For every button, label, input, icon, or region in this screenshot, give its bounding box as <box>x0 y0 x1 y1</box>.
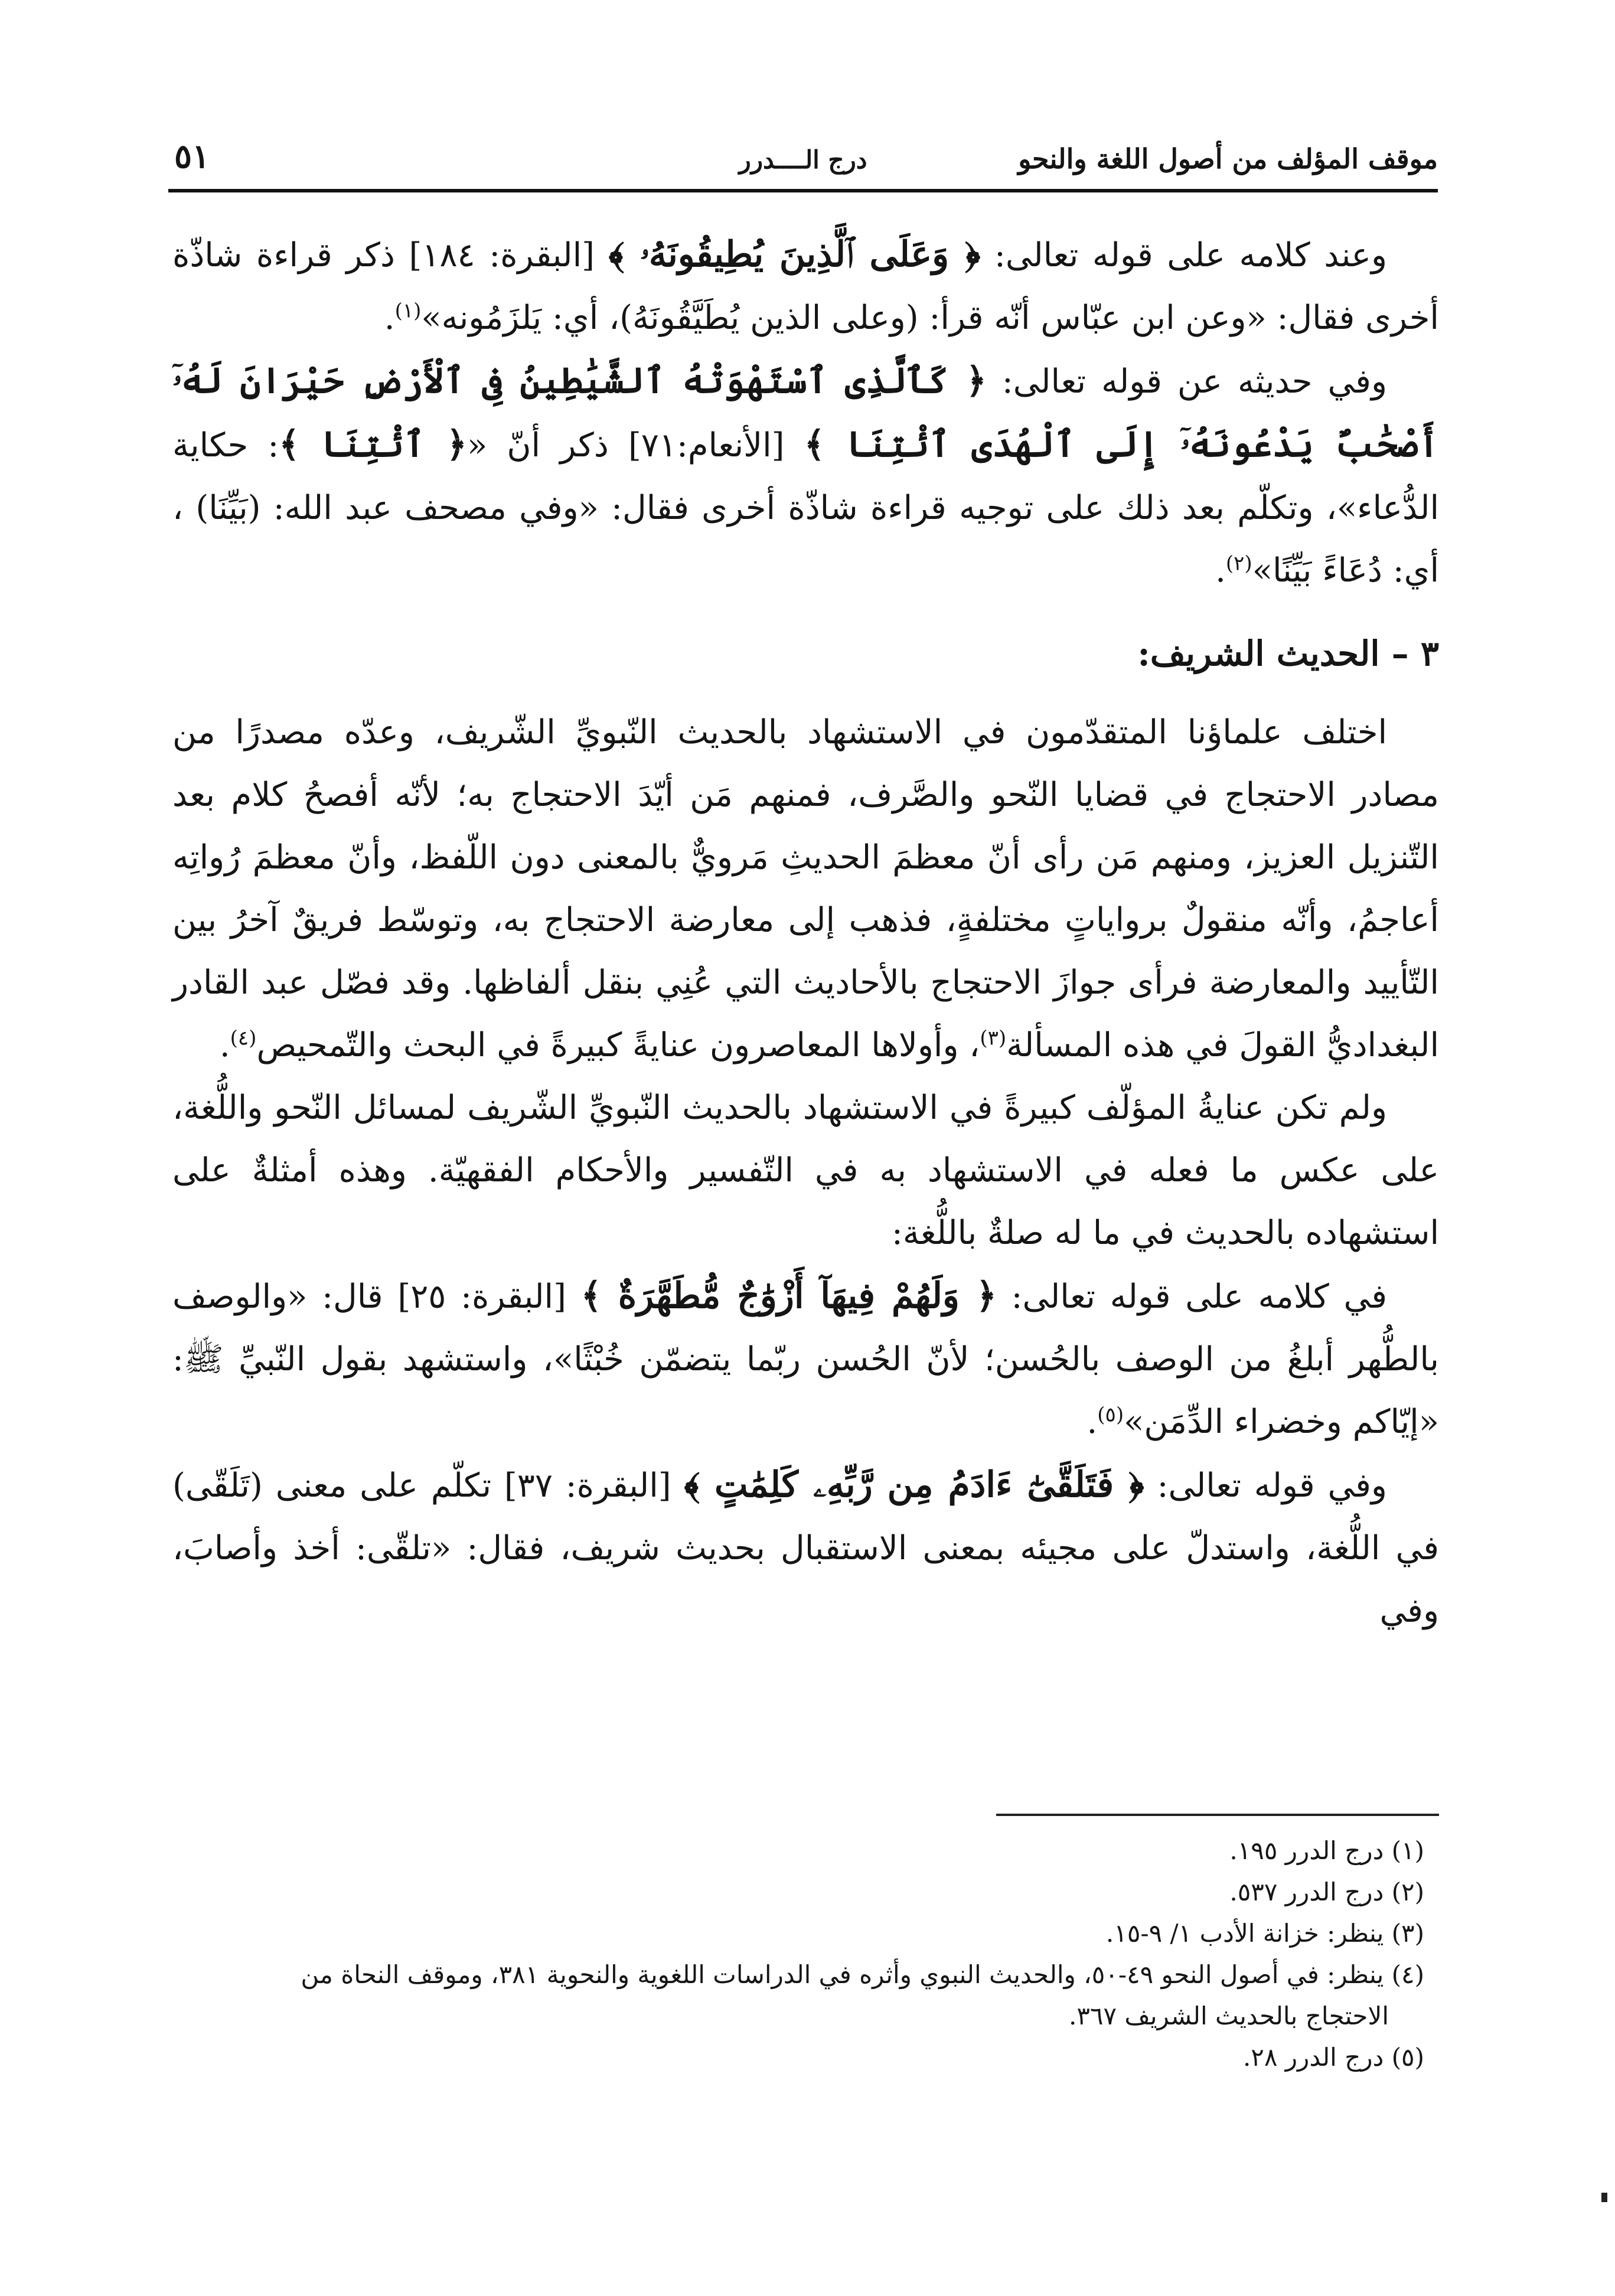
paragraph-1 <box>172 223 1439 350</box>
quran-verse: ﴿ وَعَلَى ٱلَّذِينَ يُطِيقُونَهُۥ ﴾ <box>608 234 981 275</box>
paragraph-text: في كلامه على قوله تعالى: <box>996 1278 1387 1316</box>
paragraph-text: . <box>219 1026 230 1064</box>
footnote-4 <box>172 1954 1439 2037</box>
paragraph-text: [البقرة: ٣٧] تكلّم على معنى (تَلَقّى) في اللُّغة، واستدلّ على مجيئه بمعنى الاستقبال بحديث شريف، فقال: «تلقّى: أخذ وأصابَ، وفي <box>172 1467 1439 1630</box>
quran-verse: ﴿ وَلَهُمْ فِيهَآ أَزْوَٰجٌ مُّطَهَّرَةٌ ﴾ <box>580 1275 997 1317</box>
paragraph-text: وفي قوله تعالى: <box>1144 1467 1387 1505</box>
paragraph-text: . <box>1087 1403 1098 1441</box>
paragraph-text: [البقرة: ٢٥] قال: «والوصف بالطُّهر أبلغُ من الوصف بالحُسن؛ لأنّ الحُسن ربّما يتضمّن خُبْثًا»، واستشهد بقول النّبيِّ ﷺ: «إيّاكم وخضراء الدِّمَن» <box>172 1278 1439 1441</box>
quran-verse: ﴿ ٱئْتِنَا ﴾ <box>279 424 467 465</box>
paragraph-text: : حكاية الدُّعاء»، وتكلّم بعد ذلك على توجيه قراءة شاذّة أخرى فقال: «وفي مصحف عبد الله: (بَيِّنَا) ، أي: دُعَاءً بَيِّنًا» <box>172 426 1439 590</box>
footnote-marker: (٥) <box>1097 1403 1124 1427</box>
paragraph-text: وفي حديثه عن قوله تعالى: <box>986 362 1387 401</box>
footnote-marker: (٣) <box>980 1026 1007 1050</box>
footnote-rule <box>996 1814 1439 1816</box>
main-text <box>172 223 1439 1642</box>
series-title: درج الــــدرر <box>739 145 867 174</box>
footnote-3: (٣) ينظر: خزانة الأدب ١/ ٩-١٥. <box>1105 1919 1424 1948</box>
paragraph-text: [الأنعام:٧١] ذكر أنّ « <box>466 426 804 465</box>
quran-verse: ﴿ فَتَلَقَّىٰٓ ءَادَمُ مِن رَّبِّهِۦ كَلِمَٰتٍ ﴾ <box>684 1464 1144 1505</box>
footnote-2: (٢) درج الدرر ٥٣٧. <box>1229 1877 1424 1906</box>
footnote-4-text: (٤) ينظر: في أصول النحو ٤٩-٥٠، والحديث النبوي وأثره في الدراسات اللغوية والنحوية ٣٨١، وموقف النحاة من <box>301 1960 1424 1989</box>
footnotes <box>172 1830 1439 2078</box>
paragraph-text: وعند كلامه على قوله تعالى: <box>980 236 1388 275</box>
footnote-marker: (٤) <box>230 1026 257 1050</box>
running-header <box>168 137 1438 196</box>
paragraph-6 <box>172 1454 1439 1642</box>
paragraph-2 <box>172 350 1439 602</box>
footnote-4-continuation: الاحتجاج بالحديث الشريف ٣٦٧. <box>1068 2001 1389 2030</box>
book-title: موقف المؤلف من أصول اللغة والنحو <box>1018 143 1438 175</box>
paragraph-4 <box>172 1077 1439 1265</box>
quran-verse: ﴿ كَٱلَّذِى ٱسْتَهْوَتْهُ ٱلشَّيَٰطِينُ فِى ٱلْأَرْضِ حَيْرَانَ لَهُۥٓ أَصْحَٰبٌ يَدْعُونَهُۥٓ إِلَى ٱلْهُدَى ٱئْتِنَا ﴾ <box>172 360 1439 465</box>
paragraph-3 <box>172 701 1439 1077</box>
footnote-marker: (١) <box>394 299 422 323</box>
scan-edge-mark <box>1601 2193 1607 2202</box>
footnote-marker: (٢) <box>1225 551 1252 576</box>
paragraph-text: [البقرة: ١٨٤] ذكر قراءة شاذّة أخرى فقال: «وعن ابن عبّاس أنّه قرأ: (وعلى الذين يُطَيَّقُونَهُ)، أي: يَلزَمُونه» <box>172 236 1439 337</box>
paragraph-5 <box>172 1265 1439 1454</box>
paragraph-text: ولم تكن عنايةُ المؤلّف كبيرةً في الاستشهاد بالحديث النّبويِّ الشّريف لمسائل النّحو واللُّغة، على عكس ما فعله في الاستشهاد به في التّفسير والأحكام الفقهيّة. وهذه أمثلةٌ على استشهاده بالحديث في ما له صلةٌ باللُّغة: <box>172 1089 1439 1252</box>
section-heading: ٣ – الحديث الشريف: <box>1137 633 1439 674</box>
paragraph-text: ، وأولاها المعاصرون عنايةً كبيرةً في البحث والتّمحيص <box>256 1026 980 1064</box>
header-rule <box>168 189 1438 192</box>
paragraph-text: . <box>1215 551 1226 590</box>
paragraph-text: اختلف علماؤنا المتقدّمون في الاستشهاد بالحديث النّبويِّ الشّريف، وعدّه مصدرًا من مصادر الاحتجاج في قضايا النّحو والصَّرف، فمنهم مَن أيّدَ الاحتجاج به؛ لأنّه أفصحُ كلام بعد التّنزيل العزيز، ومنهم مَن رأى أنّ معظمَ الحديثِ مَرويٌّ بالمعنى دون اللّفظ، وأنّ معظمَ رُواتِه أعاجمُ، وأنّه منقولٌ برواياتٍ مختلفةٍ، فذهب إلى معارضة الاحتجاج به، وتوسّط فريقٌ آخرُ بين التّأييد والمعارضة فرأى جوازَ الاحتجاج بالأحاديث التي عُنِي بنقل ألفاظها. وقد فصّل عبد القادر البغداديُّ القولَ في هذه المسألة <box>172 713 1439 1064</box>
footnote-5: (٥) درج الدرر ٢٨. <box>1242 2043 1424 2072</box>
footnote-1: (١) درج الدرر ١٩٥. <box>1229 1836 1424 1865</box>
page-number: ٥١ <box>174 137 210 176</box>
paragraph-text: . <box>384 299 395 337</box>
